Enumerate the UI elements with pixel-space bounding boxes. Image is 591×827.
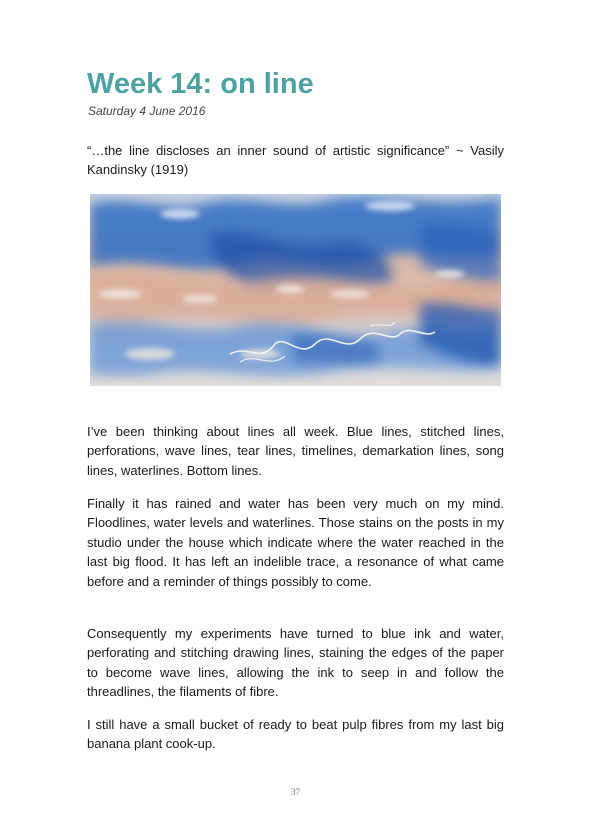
post-date: Saturday 4 June 2016 <box>88 104 206 118</box>
page-number: 37 <box>291 787 300 797</box>
blue-ink-fibre-artwork-image <box>90 194 501 386</box>
paragraph-experiments: Consequently my experiments have turned to blue ink and water, perforating and stitching drawing lines, staining the edges of the paper to become wave lines, allowing the ink to seep in and follow the threadlines, the filaments of fibre. <box>87 626 504 700</box>
kandinsky-quote: “…the line discloses an inner sound of artistic significance” ~ Vasily Kandinsky (1919) <box>87 143 504 177</box>
paragraph-lines: I’ve been thinking about lines all week. Blue lines, stitched lines, perforations, wave lines, tear lines, timelines, demarkation lines, song lines, waterlines. Bottom lines. <box>87 424 504 478</box>
paragraph-rain: Finally it has rained and water has been very much on my mind. Floodlines, water levels and waterlines. Those stains on the posts in my studio under the house which indicate where the water reached in the last big flood. It has left an indelible trace, a resonance of what came before and a reminder of things possibly to come. <box>87 496 504 589</box>
paragraph-pulp-fibres: I still have a small bucket of ready to beat pulp fibres from my last big banana plant cook-up. <box>87 717 504 752</box>
page-title: Week 14: on line <box>87 68 314 100</box>
